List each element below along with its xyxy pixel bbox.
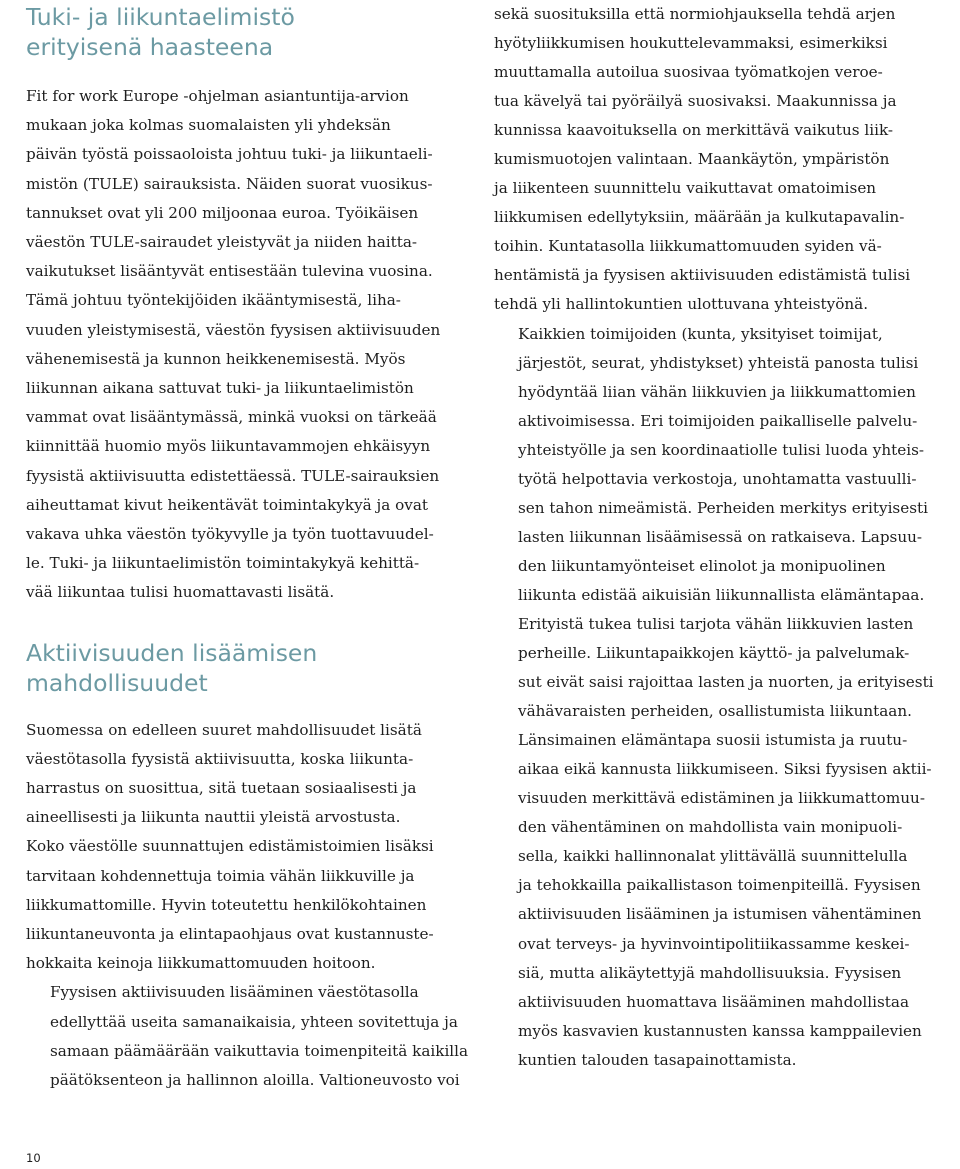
text-line: liikuntaneuvonta ja elintapaohjaus ovat kustannuste- <box>26 925 434 944</box>
text-line: vuuden yleistymisestä, väestön fyysisen aktiivisuuden <box>26 320 441 339</box>
text-line: samaan päämäärään vaikuttavia toimenpiteitä kaikilla <box>50 1041 469 1060</box>
text-line: perheille. Liikuntapaikkojen käyttö- ja palvelumak- <box>518 644 910 663</box>
paragraph <box>26 82 472 608</box>
text-line: vammat ovat lisääntymässä, minkä vuoksi on tärkeää <box>26 408 437 427</box>
right-column <box>494 0 954 1075</box>
text-line: sekä suosituksilla että normiohjauksella tehdä arjen <box>494 5 896 23</box>
text-line: hokkaita keinoja liikkumattomuuden hoitoon. <box>26 954 376 973</box>
text-line: edellyttää useita samanaikaisia, yhteen sovitettuja ja <box>50 1012 458 1031</box>
text-line: sen tahon nimeämistä. Perheiden merkitys erityisesti <box>518 498 928 517</box>
text-line: Kaikkien toimijoiden (kunta, yksityiset toimijat, <box>518 324 883 343</box>
text-line: Fyysisen aktiivisuuden lisääminen väestötasolla <box>50 983 419 1002</box>
text-line: aiheuttamat kivut heikentävät toimintakykyä ja ovat <box>26 495 429 514</box>
text-line: sella, kaikki hallinnonalat ylittävällä suunnittelulla <box>518 847 908 866</box>
text-line: tarvitaan kohdennettuja toimia vähän liikkuville ja <box>26 866 415 885</box>
text-line: harrastus on suosittua, sitä tuetaan sosiaalisesti ja <box>26 779 417 798</box>
text-line: aktiivisuuden lisääminen ja istumisen vähentäminen <box>518 905 922 924</box>
heading-line: Aktiivisuuden lisäämisen <box>26 638 318 667</box>
text-line: vähävaraisten perheiden, osallistumista liikuntaan. <box>518 702 912 721</box>
paragraph <box>26 716 472 979</box>
text-line: hentämistä ja fyysisen aktiivisuuden edistämistä tulisi <box>494 266 911 285</box>
text-line: den liikuntamyönteiset elinolot ja monipuolinen <box>518 556 886 575</box>
text-line: ovat terveys- ja hyvinvointipolitiikassamme keskei- <box>518 934 910 953</box>
text-line: sut eivät saisi rajoittaa lasten ja nuorten, ja erityisesti <box>518 673 934 692</box>
text-line: väestön TULE-sairaudet yleistyvät ja niiden haitta- <box>26 233 418 252</box>
text-line: vaikutukset lisääntyvät entisestään tulevina vuosina. <box>26 262 433 281</box>
text-line: siä, mutta alikäytettyjä mahdollisuuksia. Fyysisen <box>518 963 902 982</box>
text-line: vähenemisestä ja kunnon heikkenemisestä. Myös <box>26 349 406 368</box>
text-line: tannukset ovat yli 200 miljoonaa euroa. Työikäisen <box>26 203 419 222</box>
text-line: liikunta edistää aikuisiän liikunnallista elämäntapaa. <box>518 585 925 604</box>
paragraph <box>494 320 954 727</box>
left-column <box>26 0 472 1095</box>
text-line: tehdä yli hallintokuntien ulottuvana yhteistyönä. <box>494 295 869 314</box>
text-line: Fit for work Europe -ohjelman asiantuntija-arvion <box>26 87 409 105</box>
text-line: yhteistyölle ja sen koordinaatiolle tulisi luoda yhteis- <box>518 440 924 459</box>
text-line: kuntien talouden tasapainottamista. <box>518 1050 797 1069</box>
text-line: ja liikenteen suunnittelu vaikuttavat omatoimisen <box>494 179 877 198</box>
text-line: ja tehokkailla paikallistason toimenpiteillä. Fyysisen <box>518 876 921 895</box>
text-line: fyysistä aktiivisuutta edistettäessä. TULE-sairauksien <box>26 466 440 485</box>
text-line: Koko väestölle suunnattujen edistämistoimien lisäksi <box>26 837 434 856</box>
text-line: tua kävelyä tai pyöräilyä suosivaksi. Maakunnissa ja <box>494 92 897 111</box>
text-line: visuuden merkittävä edistäminen ja liikkumattomuu- <box>518 789 925 808</box>
text-line: kiinnittää huomio myös liikuntavammojen ehkäisyyn <box>26 437 431 456</box>
text-line: Suomessa on edelleen suuret mahdollisuudet lisätä <box>26 720 422 739</box>
text-line: väestötasolla fyysistä aktiivisuutta, koska liikunta- <box>26 749 414 768</box>
text-line: hyödyntää liian vähän liikkuvien ja liikkumattomien <box>518 382 916 401</box>
text-line: le. Tuki- ja liikuntaelimistön toimintakykyä kehittä- <box>26 554 420 573</box>
text-line: liikkumattomille. Hyvin toteutettu henkilökohtainen <box>26 895 427 914</box>
section-heading-aktiivisuus <box>26 638 472 698</box>
text-line: Tämä johtuu työntekijöiden ikääntymisestä, liha- <box>26 291 401 310</box>
paragraph <box>494 0 954 320</box>
text-line: lasten liikunnan lisäämisessä on ratkaiseva. Lapsuu- <box>518 527 923 546</box>
text-line: vää liikuntaa tulisi huomattavasti lisätä. <box>26 583 335 602</box>
text-line: työtä helpottavia verkostoja, unohtamatta vastuulli- <box>518 469 917 488</box>
text-line: liikkumisen edellytyksiin, määrään ja kulkutapavalin- <box>494 208 905 227</box>
section-heading-tuki <box>26 0 472 62</box>
heading-line: erityisenä haasteena <box>26 33 274 61</box>
paragraph <box>494 726 954 1075</box>
text-line: vakava uhka väestön työkyvylle ja työn tuottavuudel- <box>26 525 434 544</box>
paragraph <box>26 978 472 1095</box>
text-line: päivän työstä poissaoloista johtuu tuki- ja liikuntaeli- <box>26 145 433 164</box>
text-line: kunnissa kaavoituksella on merkittävä vaikutus liik- <box>494 121 894 140</box>
text-line: liikunnan aikana sattuvat tuki- ja liikuntaelimistön <box>26 379 414 398</box>
heading-line: mahdollisuudet <box>26 668 208 697</box>
text-line: myös kasvavien kustannusten kanssa kamppailevien <box>518 1021 922 1040</box>
text-line: muuttamalla autoilua suosivaa työmatkojen veroe- <box>494 63 883 82</box>
text-line: aktivoimisessa. Eri toimijoiden paikalliselle palvelu- <box>518 411 918 430</box>
text-line: kumismuotojen valintaan. Maankäytön, ympäristön <box>494 150 890 169</box>
text-line: mukaan joka kolmas suomalaisten yli yhdeksän <box>26 116 391 135</box>
text-line: hyötyliikkumisen houkuttelevammaksi, esimerkiksi <box>494 34 888 53</box>
page-number: 10 <box>26 1151 41 1165</box>
text-line: toihin. Kuntatasolla liikkumattomuuden syiden vä- <box>494 237 882 256</box>
text-line: aikaa eikä kannusta liikkumiseen. Siksi fyysisen aktii- <box>518 760 932 779</box>
text-line: päätöksenteon ja hallinnon aloilla. Valtioneuvosto voi <box>50 1071 460 1090</box>
text-line: aktiivisuuden huomattava lisääminen mahdollistaa <box>518 992 910 1011</box>
text-line: Erityistä tukea tulisi tarjota vähän liikkuvien lasten <box>518 614 914 633</box>
text-line: den vähentäminen on mahdollista vain monipuoli- <box>518 818 903 837</box>
text-line: Länsimainen elämäntapa suosii istumista ja ruutu- <box>518 731 908 750</box>
heading-line: Tuki- ja liikuntaelimistö <box>26 3 295 31</box>
text-line: aineellisesti ja liikunta nauttii yleistä arvostusta. <box>26 808 401 827</box>
text-line: järjestöt, seurat, yhdistykset) yhteistä panosta tulisi <box>518 353 919 372</box>
text-line: mistön (TULE) sairauksista. Näiden suorat vuosikus- <box>26 174 433 193</box>
